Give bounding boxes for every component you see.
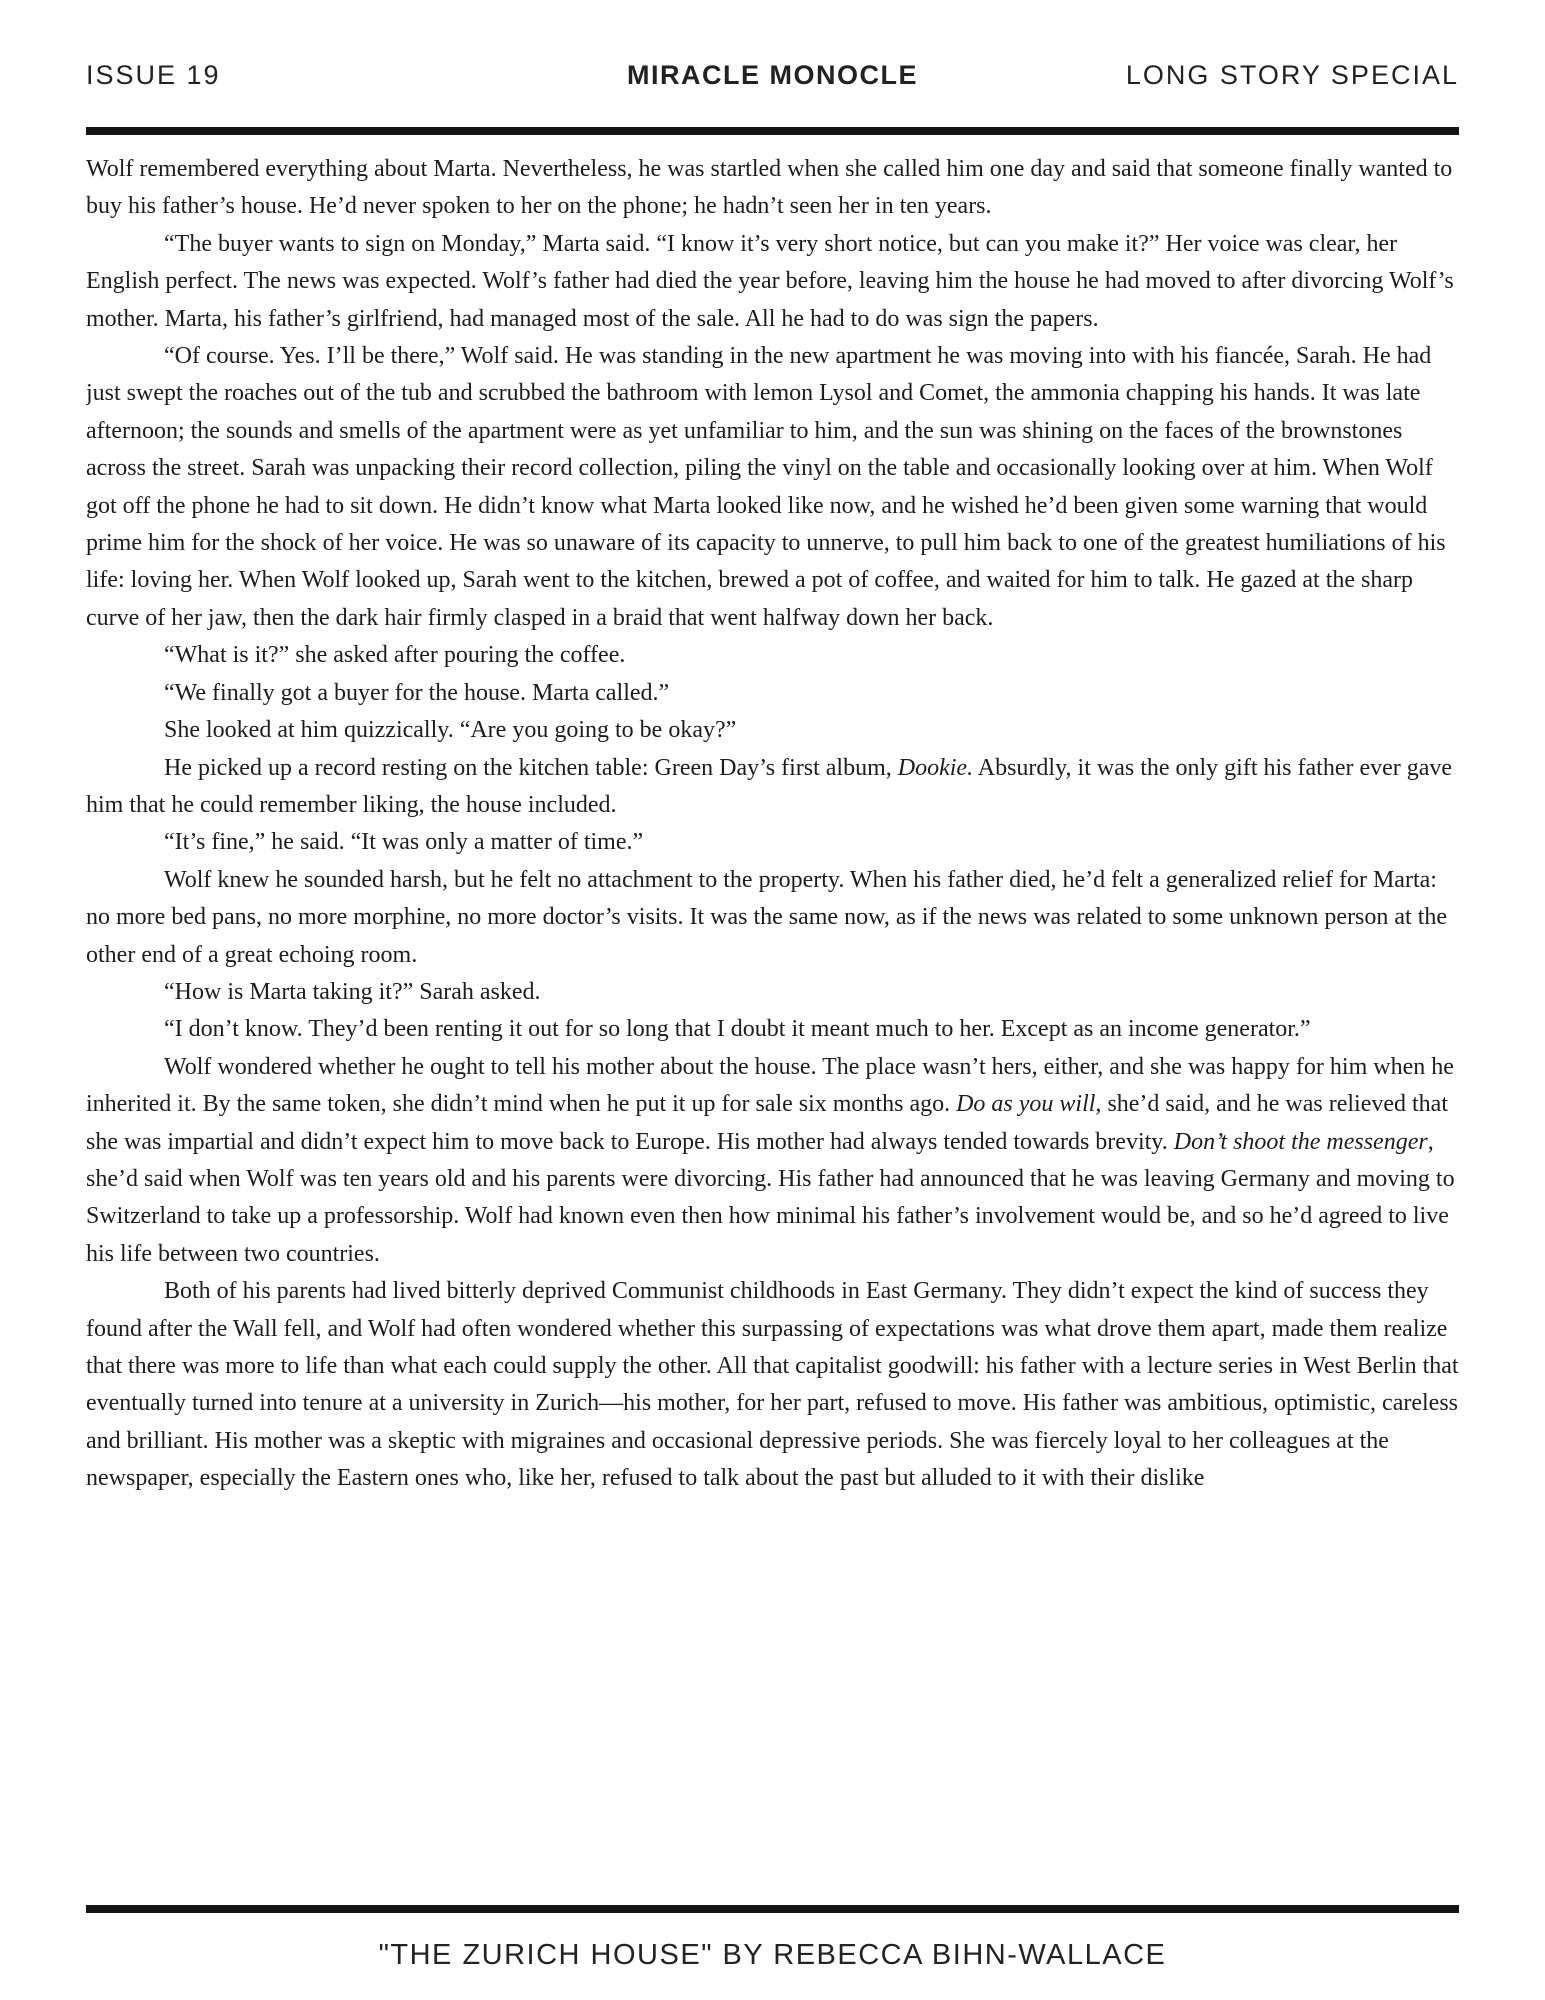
story-paragraph [86, 1011, 1459, 1048]
text-run: Wolf remembered everything about Marta. Nevertheless, he was startled when she called him one day and said that someone finally wanted to buy his father’s house. He’d never spoken to her on the phone; he hadn’t seen her in ten years. [86, 156, 1453, 220]
italic-run: Do as you will, [956, 1091, 1102, 1118]
story-paragraph [86, 151, 1459, 226]
top-rule [86, 127, 1459, 135]
bottom-rule [86, 1905, 1459, 1913]
text-run: Both of his parents had lived bitterly deprived Communist childhoods in East Germany. They didn’t expect the kind of success they found after the Wall fell, and Wolf had often wondered whether this surpassing of expectations was what drove them apart, made them realize that there was more to life than what each could supply the other. All that capitalist goodwill: his father with a lecture series in West Berlin that eventually turned into tenure at a university in Zurich—his mother, for her part, refused to move. His father was ambitious, optimistic, careless and brilliant. His mother was a skeptic with migraines and occasional depressive periods. She was fiercely loyal to her colleagues at the newspaper, especially the Eastern ones who, like her, refused to talk about the past but alluded to it with their dislike [86, 1278, 1459, 1492]
text-run: “I don’t know. They’d been renting it out for so long that I doubt it meant much to her. Except as an income generator.” [164, 1016, 1311, 1043]
text-run: He picked up a record resting on the kitchen table: Green Day’s first album, [164, 754, 898, 781]
italic-run: Dookie. [897, 754, 974, 781]
section-label: LONG STORY SPECIAL [1125, 60, 1459, 90]
story-credit: "THE ZURICH HOUSE" BY REBECCA BIHN-WALLACE [378, 1939, 1167, 1971]
story-paragraph [86, 637, 1459, 674]
text-run: “We finally got a buyer for the house. Marta called.” [164, 679, 670, 706]
story-paragraph [86, 712, 1459, 749]
text-run: she’d said, and he was relieved that she was impartial and didn’t expect him to move back to Europe. His mother had always tended towards brevity. [86, 1091, 1448, 1155]
text-run: “Of course. Yes. I’ll be there,” Wolf said. He was standing in the new apartment he was moving into with his fiancée, Sarah. He had just swept the roaches out of the tub and scrubbed the bathroom with lemon Lysol and Comet, the ammonia chapping his hands. It was late afternoon; the sounds and smells of the apartment were as yet unfamiliar to him, and the sun was shining on the faces of the brownstones across the street. Sarah was unpacking their record collection, piling the vinyl on the table and occasionally looking over at him. When Wolf got off the phone he had to sit down. He didn’t know what Marta looked like now, and he wished he’d been given some warning that would prime him for the shock of her voice. He was so unaware of its capacity to unnerve, to pull him back to one of the greatest humiliations of his life: loving her. When Wolf looked up, Sarah went to the kitchen, brewed a pot of coffee, and waited for him to talk. He gazed at the sharp curve of her jaw, then the dark hair firmly clasped in a braid that went halfway down her back. [86, 343, 1446, 631]
story-paragraph [86, 824, 1459, 861]
text-run: “It’s fine,” he said. “It was only a matter of time.” [164, 829, 644, 856]
story-paragraph [86, 1049, 1459, 1273]
text-run: Absurdly, it was the only gift his father ever gave him that he could remember liking, the house included. [86, 754, 1453, 818]
story-paragraph [86, 750, 1459, 825]
text-run: She looked at him quizzically. “Are you going to be okay?” [164, 717, 737, 744]
story-paragraph [86, 1273, 1459, 1497]
magazine-title: MIRACLE MONOCLE [627, 60, 918, 90]
text-run: Wolf knew he sounded harsh, but he felt no attachment to the property. When his father died, he’d felt a generalized relief for Marta: no more bed pans, no more morphine, no more doctor’s visits. It was the same now, as if the news was related to some unknown person at the other end of a great echoing room. [86, 866, 1448, 968]
masthead [86, 0, 1459, 91]
text-run: “The buyer wants to sign on Monday,” Marta said. “I know it’s very short notice, but can you make it?” Her voice was clear, her English perfect. The news was expected. Wolf’s father had died the year before, leaving him the house he had moved to after divorcing Wolf’s mother. Marta, his father’s girlfriend, had managed most of the sale. All he had to do was sign the papers. [86, 230, 1454, 332]
text-run: “How is Marta taking it?” Sarah asked. [164, 978, 541, 1005]
story-paragraph [86, 675, 1459, 712]
story-paragraph [86, 338, 1459, 637]
text-run: “What is it?” she asked after pouring the coffee. [164, 642, 626, 669]
text-run: Wolf wondered whether he ought to tell his mother about the house. The place wasn’t hers, either, and she was happy for him when he inherited it. By the same token, she didn’t mind when he put it up for sale six months ago. [86, 1053, 1454, 1118]
story-paragraph [86, 974, 1459, 1011]
story-paragraph [86, 226, 1459, 338]
text-run: , she’d said when Wolf was ten years old and his parents were divorcing. His father had announced that he was leaving Germany and moving to Switzerland to take up a professorship. Wolf had known even then how minimal his father’s involvement would be, and so he’d agreed to live his life between two countries. [86, 1128, 1455, 1267]
page-footer [86, 1905, 1459, 1972]
issue-label: ISSUE 19 [86, 60, 221, 90]
story-paragraph [86, 862, 1459, 974]
italic-run: Don’t shoot the messenger [1173, 1128, 1428, 1155]
story-body [86, 151, 1459, 1877]
